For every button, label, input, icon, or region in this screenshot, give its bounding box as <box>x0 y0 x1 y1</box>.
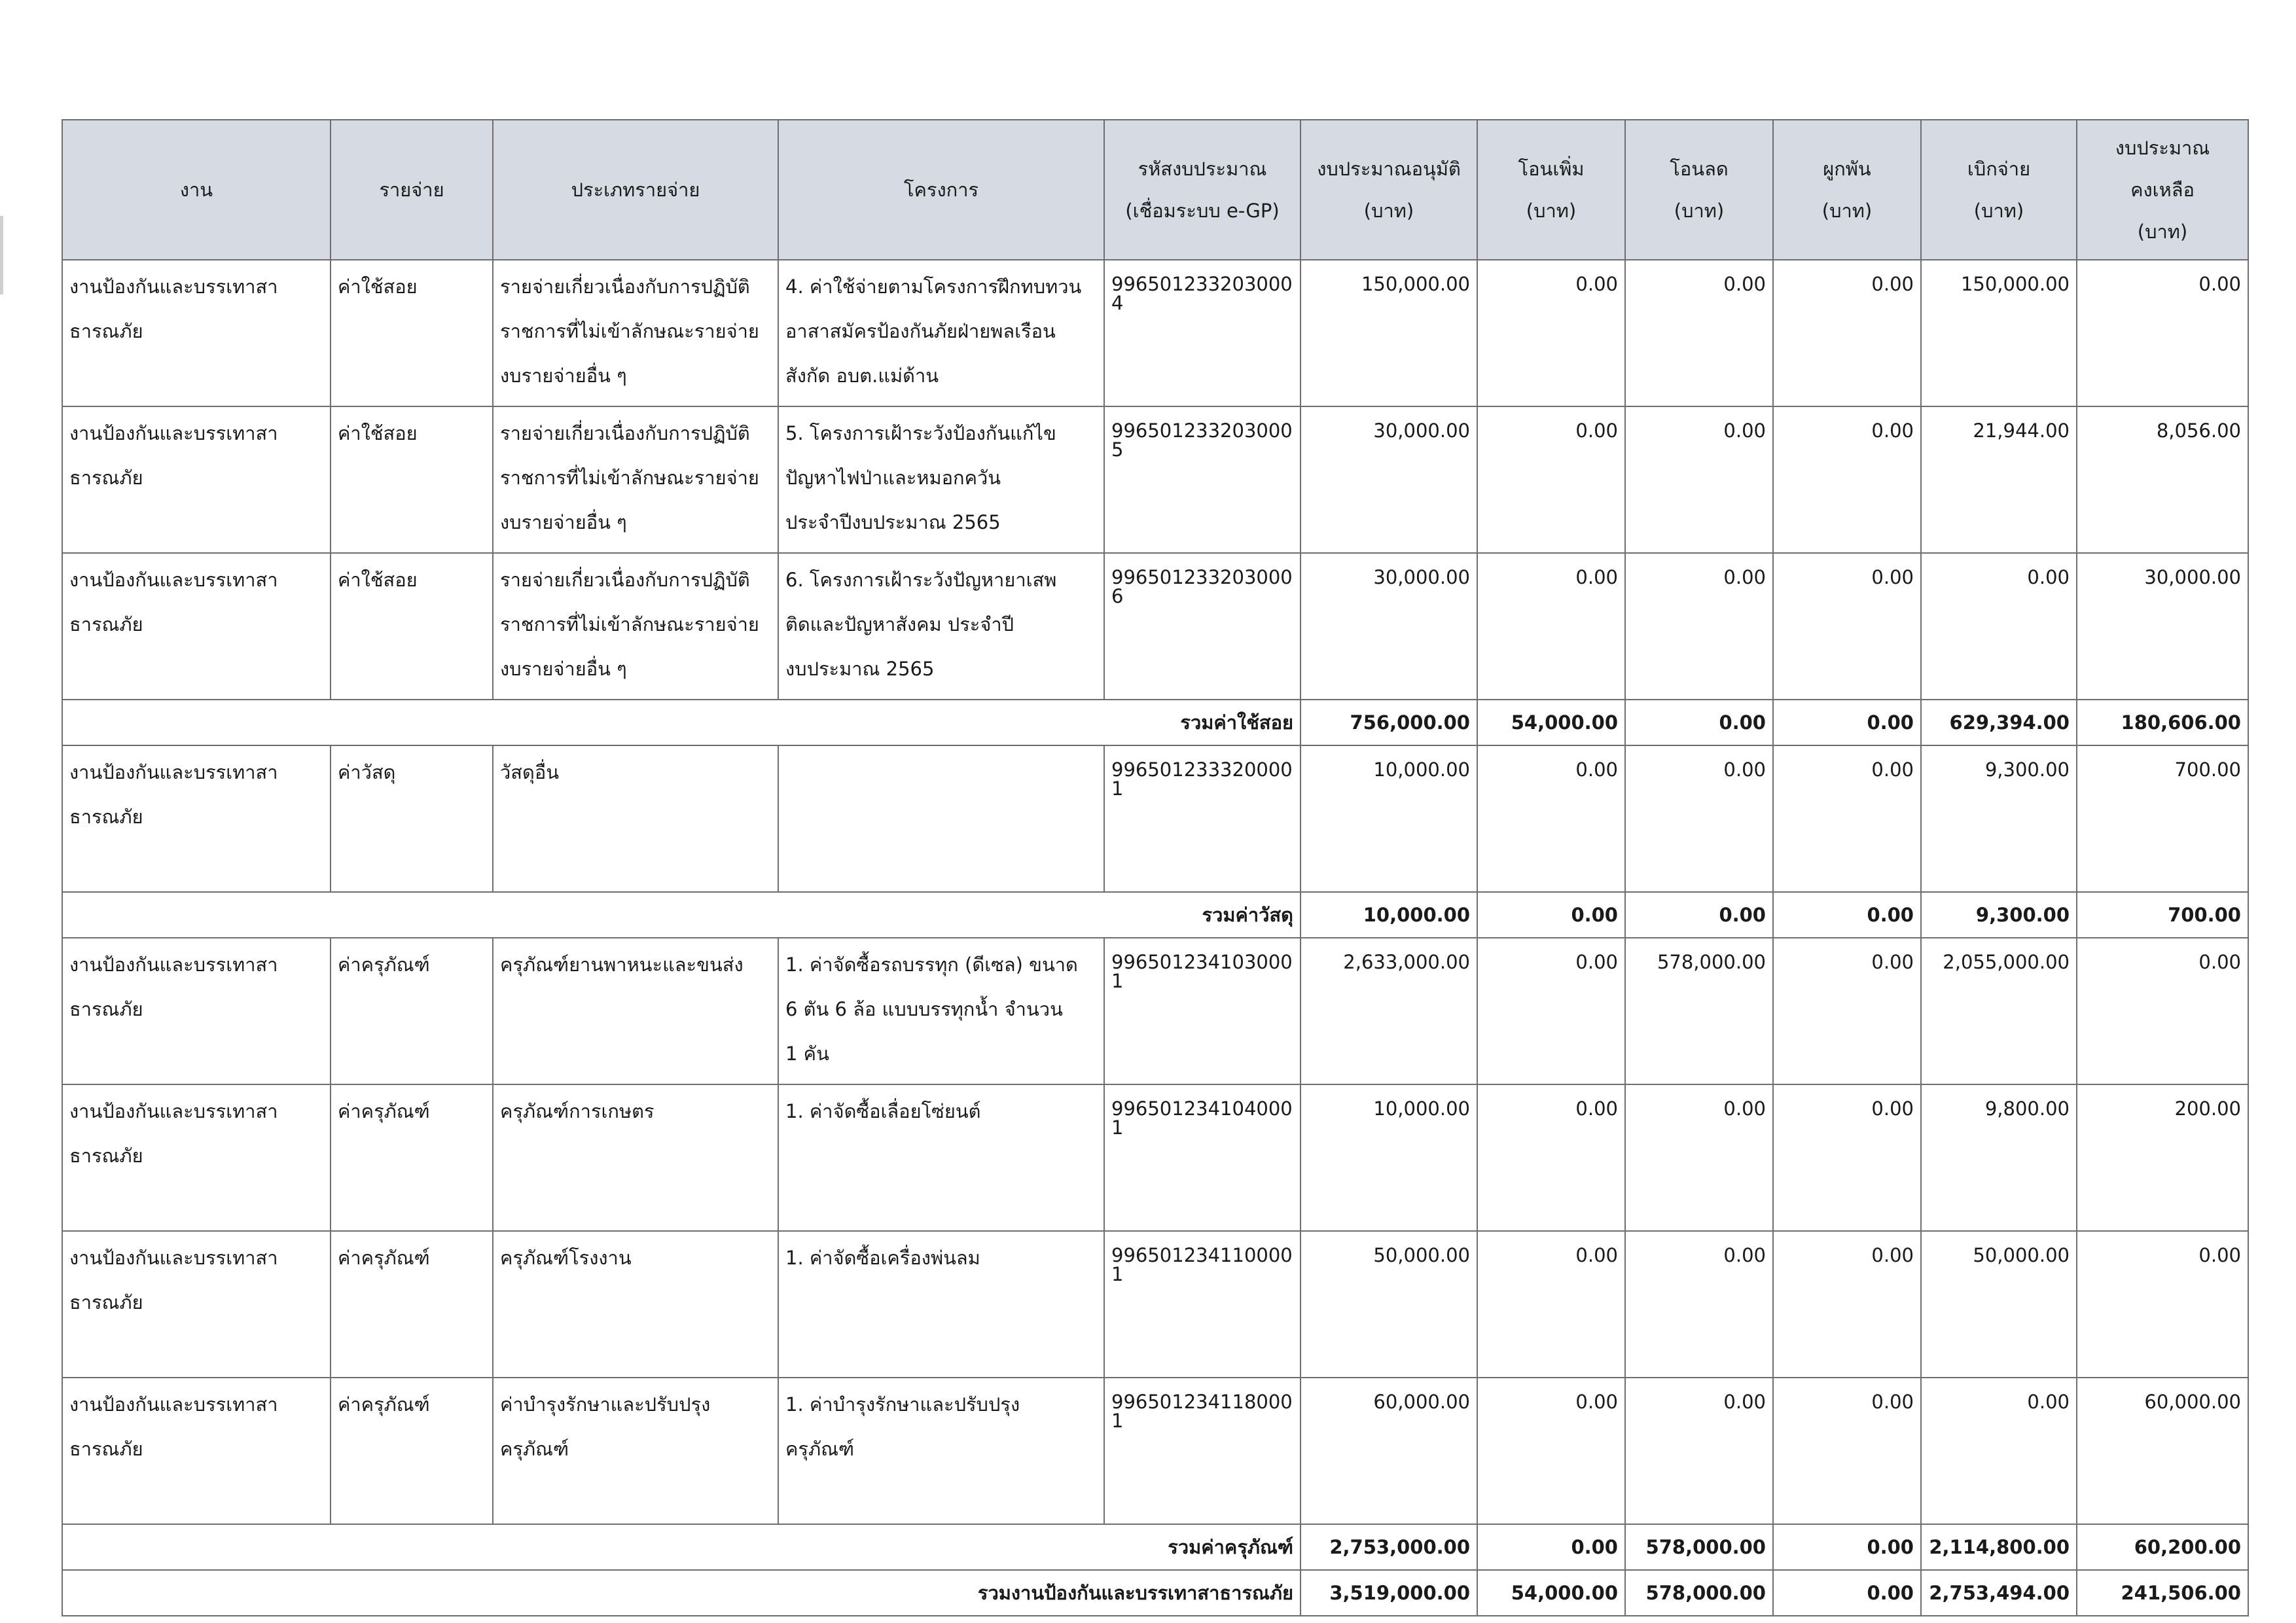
work-cell <box>62 406 331 553</box>
column-header <box>1921 120 2077 260</box>
text-line: ครุภัณฑ์ยานพาหนะและขนส่ง <box>500 954 744 976</box>
text-line: ธารณภัย <box>69 1438 143 1460</box>
disbursed-amount: 0.00 <box>1921 553 2077 700</box>
project-cell <box>778 938 1104 1084</box>
project-cell <box>778 745 1104 892</box>
text-line: โครงการ <box>903 179 979 201</box>
text-line: ธารณภัย <box>69 467 143 489</box>
expense-cell <box>331 1084 493 1231</box>
disbursed-amount: 9,800.00 <box>1921 1084 2077 1231</box>
transfer-out-amount: 0.00 <box>1625 1084 1773 1231</box>
table-row <box>62 745 2248 892</box>
remaining-amount: 0.00 <box>2077 260 2248 406</box>
remaining-amount: 60,000.00 <box>2077 1378 2248 1524</box>
grand-total-row <box>62 1570 2248 1616</box>
text-line: ราชการที่ไม่เข้าลักษณะรายจ่าย <box>500 320 759 342</box>
text-line: (บาท) <box>1363 200 1414 222</box>
project-cell <box>778 1231 1104 1378</box>
text-line: โอนลด <box>1670 158 1729 180</box>
text-line: งานป้องกันและบรรเทาสา <box>69 422 278 444</box>
column-header <box>1773 120 1921 260</box>
work-cell <box>62 553 331 700</box>
text-line: ค่าใช้สอย <box>338 276 418 298</box>
approved-amount: 3,519,000.00 <box>1300 1570 1477 1616</box>
work-cell <box>62 1231 331 1378</box>
subtotal-row <box>62 700 2248 745</box>
text-line: ธารณภัย <box>69 806 143 828</box>
text-line: ค่าครุภัณฑ์ <box>338 1393 430 1416</box>
text-line: (บาท) <box>1674 200 1725 222</box>
text-line: งานป้องกันและบรรเทาสา <box>69 1100 278 1122</box>
committed-amount: 0.00 <box>1773 1524 1921 1570</box>
disbursed-amount: 2,753,494.00 <box>1921 1570 2077 1616</box>
table-row <box>62 260 2248 406</box>
text-line: ธารณภัย <box>69 998 143 1020</box>
committed-amount: 0.00 <box>1773 892 1921 938</box>
expense-type-cell <box>493 1231 778 1378</box>
column-header <box>1104 120 1300 260</box>
text-line: ธารณภัย <box>69 613 143 635</box>
table-row <box>62 1231 2248 1378</box>
transfer-in-amount: 0.00 <box>1477 1524 1625 1570</box>
expense-cell <box>331 1231 493 1378</box>
text-line: ผูกพัน <box>1823 158 1871 180</box>
committed-amount: 0.00 <box>1773 406 1921 553</box>
text-line: เบิกจ่าย <box>1967 158 2031 180</box>
text-line: วัสดุอื่น <box>500 761 560 783</box>
column-header <box>1625 120 1773 260</box>
budget-code-cell: 9965012341180001 <box>1104 1378 1300 1524</box>
text-line: ธารณภัย <box>69 1291 143 1313</box>
expense-type-cell <box>493 1084 778 1231</box>
project-cell <box>778 260 1104 406</box>
disbursed-amount: 9,300.00 <box>1921 745 2077 892</box>
subtotal-label: รวมค่าใช้สอย <box>62 700 1300 745</box>
committed-amount: 0.00 <box>1773 553 1921 700</box>
text-line: อาสาสมัครป้องกันภัยฝ่ายพลเรือน <box>785 320 1056 342</box>
remaining-amount: 8,056.00 <box>2077 406 2248 553</box>
transfer-in-amount: 0.00 <box>1477 553 1625 700</box>
text-line: งบรายจ่ายอื่น ๆ <box>500 365 627 387</box>
expense-cell <box>331 260 493 406</box>
text-line: 1. ค่าบำรุงรักษาและปรับปรุง <box>785 1393 1020 1416</box>
column-header <box>331 120 493 260</box>
transfer-in-amount: 0.00 <box>1477 892 1625 938</box>
text-line: ธารณภัย <box>69 1145 143 1167</box>
text-line: รหัสงบประมาณ <box>1138 158 1267 180</box>
subtotal-label: รวมค่าวัสดุ <box>62 892 1300 938</box>
column-header <box>2077 120 2248 260</box>
column-header <box>493 120 778 260</box>
table-row <box>62 553 2248 700</box>
disbursed-amount: 2,114,800.00 <box>1921 1524 2077 1570</box>
text-line: งานป้องกันและบรรเทาสา <box>69 1247 278 1269</box>
committed-amount: 0.00 <box>1773 1378 1921 1524</box>
budget-code-cell: 9965012332030006 <box>1104 553 1300 700</box>
expense-type-cell <box>493 260 778 406</box>
text-line: ราชการที่ไม่เข้าลักษณะรายจ่าย <box>500 467 759 489</box>
scan-edge-mark <box>0 216 3 294</box>
column-header <box>778 120 1104 260</box>
budget-code-cell: 9965012341040001 <box>1104 1084 1300 1231</box>
approved-amount: 30,000.00 <box>1300 553 1477 700</box>
column-header <box>62 120 331 260</box>
table-row <box>62 938 2248 1084</box>
table-row <box>62 1084 2248 1231</box>
remaining-amount: 200.00 <box>2077 1084 2248 1231</box>
text-line: (บาท) <box>1821 200 1873 222</box>
column-header <box>1300 120 1477 260</box>
transfer-in-amount: 0.00 <box>1477 260 1625 406</box>
text-line: 6. โครงการเฝ้าระวังปัญหายาเสพ <box>785 569 1057 591</box>
remaining-amount: 241,506.00 <box>2077 1570 2248 1616</box>
expense-type-cell <box>493 553 778 700</box>
text-line: ครุภัณฑ์ <box>500 1438 569 1460</box>
disbursed-amount: 50,000.00 <box>1921 1231 2077 1378</box>
grand-total-label: รวมงานป้องกันและบรรเทาสาธารณภัย <box>62 1570 1300 1616</box>
approved-amount: 10,000.00 <box>1300 745 1477 892</box>
transfer-out-amount: 0.00 <box>1625 1231 1773 1378</box>
budget-sheet <box>62 119 2248 1604</box>
text-line: (บาท) <box>1973 200 2024 222</box>
text-line: 1 คัน <box>785 1043 829 1065</box>
text-line: ค่าบำรุงรักษาและปรับปรุง <box>500 1393 711 1416</box>
committed-amount: 0.00 <box>1773 1084 1921 1231</box>
approved-amount: 30,000.00 <box>1300 406 1477 553</box>
committed-amount: 0.00 <box>1773 700 1921 745</box>
approved-amount: 2,753,000.00 <box>1300 1524 1477 1570</box>
disbursed-amount: 150,000.00 <box>1921 260 2077 406</box>
remaining-amount: 60,200.00 <box>2077 1524 2248 1570</box>
text-line: 1. ค่าจัดซื้อเครื่องพ่นลม <box>785 1247 980 1269</box>
text-line: ครุภัณฑ์ <box>785 1438 855 1460</box>
disbursed-amount: 629,394.00 <box>1921 700 2077 745</box>
expense-type-cell <box>493 938 778 1084</box>
approved-amount: 150,000.00 <box>1300 260 1477 406</box>
table-row <box>62 406 2248 553</box>
work-cell <box>62 745 331 892</box>
expense-type-cell <box>493 745 778 892</box>
text-line: ติดและปัญหาสังคม ประจำปี <box>785 613 1014 635</box>
work-cell <box>62 1378 331 1524</box>
committed-amount: 0.00 <box>1773 745 1921 892</box>
remaining-amount: 700.00 <box>2077 892 2248 938</box>
project-cell <box>778 1378 1104 1524</box>
text-line: รายจ่าย <box>379 179 444 201</box>
project-cell <box>778 1084 1104 1231</box>
transfer-out-amount: 0.00 <box>1625 745 1773 892</box>
text-line: ค่าครุภัณฑ์ <box>338 1247 430 1269</box>
approved-amount: 60,000.00 <box>1300 1378 1477 1524</box>
text-line: งบประมาณอนุมัติ <box>1317 158 1461 180</box>
transfer-in-amount: 0.00 <box>1477 745 1625 892</box>
disbursed-amount: 9,300.00 <box>1921 892 2077 938</box>
table-row <box>62 1378 2248 1524</box>
text-line: งานป้องกันและบรรเทาสา <box>69 569 278 591</box>
text-line: ปัญหาไฟป่าและหมอกควัน <box>785 467 1001 489</box>
expense-cell <box>331 938 493 1084</box>
remaining-amount: 30,000.00 <box>2077 553 2248 700</box>
project-cell <box>778 406 1104 553</box>
project-cell <box>778 553 1104 700</box>
committed-amount: 0.00 <box>1773 1570 1921 1616</box>
expense-cell <box>331 406 493 553</box>
approved-amount: 756,000.00 <box>1300 700 1477 745</box>
text-line: งบรายจ่ายอื่น ๆ <box>500 511 627 533</box>
transfer-out-amount: 0.00 <box>1625 1378 1773 1524</box>
text-line: งานป้องกันและบรรเทาสา <box>69 276 278 298</box>
text-line: งาน <box>179 179 213 201</box>
text-line: 4. ค่าใช้จ่ายตามโครงการฝึกทบทวน <box>785 276 1082 298</box>
transfer-out-amount: 578,000.00 <box>1625 1524 1773 1570</box>
text-line: คงเหลือ <box>2130 179 2195 201</box>
transfer-out-amount: 0.00 <box>1625 406 1773 553</box>
text-line: รายจ่ายเกี่ยวเนื่องกับการปฏิบัติ <box>500 276 750 298</box>
committed-amount: 0.00 <box>1773 260 1921 406</box>
work-cell <box>62 1084 331 1231</box>
committed-amount: 0.00 <box>1773 1231 1921 1378</box>
text-line: 5. โครงการเฝ้าระวังป้องกันแก้ไข <box>785 422 1056 444</box>
text-line: ค่าครุภัณฑ์ <box>338 1100 430 1122</box>
text-line: 1. ค่าจัดซื้อรถบรรทุก (ดีเซล) ขนาด <box>785 954 1078 976</box>
expense-cell <box>331 1378 493 1524</box>
remaining-amount: 0.00 <box>2077 938 2248 1084</box>
text-line: งานป้องกันและบรรเทาสา <box>69 954 278 976</box>
approved-amount: 2,633,000.00 <box>1300 938 1477 1084</box>
transfer-in-amount: 0.00 <box>1477 1084 1625 1231</box>
subtotal-row <box>62 1524 2248 1570</box>
text-line: งบรายจ่ายอื่น ๆ <box>500 658 627 680</box>
text-line: ค่าใช้สอย <box>338 422 418 444</box>
text-line: งบประมาณ <box>2115 137 2210 159</box>
text-line: (บาท) <box>1526 200 1577 222</box>
expense-cell <box>331 553 493 700</box>
text-line: รายจ่ายเกี่ยวเนื่องกับการปฏิบัติ <box>500 422 750 444</box>
transfer-in-amount: 0.00 <box>1477 1378 1625 1524</box>
text-line: 1. ค่าจัดซื้อเลื่อยโซ่ยนต์ <box>785 1100 981 1122</box>
approved-amount: 10,000.00 <box>1300 1084 1477 1231</box>
text-line: ครุภัณฑ์การเกษตร <box>500 1100 655 1122</box>
approved-amount: 50,000.00 <box>1300 1231 1477 1378</box>
text-line: 6 ตัน 6 ล้อ แบบบรรทุกน้ำ จำนวน <box>785 998 1063 1020</box>
text-line: สังกัด อบต.แม่ด้าน <box>785 365 939 387</box>
text-line: (เชื่อมระบบ e-GP) <box>1125 200 1280 222</box>
disbursed-amount: 21,944.00 <box>1921 406 2077 553</box>
budget-table <box>62 119 2249 1616</box>
text-line: ค่าใช้สอย <box>338 569 418 591</box>
subtotal-label: รวมค่าครุภัณฑ์ <box>62 1524 1300 1570</box>
text-line: งานป้องกันและบรรเทาสา <box>69 761 278 783</box>
subtotal-row <box>62 892 2248 938</box>
text-line: ครุภัณฑ์โรงงาน <box>500 1247 632 1269</box>
transfer-out-amount: 578,000.00 <box>1625 938 1773 1084</box>
transfer-in-amount: 54,000.00 <box>1477 700 1625 745</box>
transfer-out-amount: 0.00 <box>1625 892 1773 938</box>
expense-type-cell <box>493 1378 778 1524</box>
transfer-in-amount: 0.00 <box>1477 1231 1625 1378</box>
table-header-row <box>62 120 2248 260</box>
disbursed-amount: 0.00 <box>1921 1378 2077 1524</box>
disbursed-amount: 2,055,000.00 <box>1921 938 2077 1084</box>
budget-code-cell: 9965012341030001 <box>1104 938 1300 1084</box>
remaining-amount: 0.00 <box>2077 1231 2248 1378</box>
approved-amount: 10,000.00 <box>1300 892 1477 938</box>
transfer-in-amount: 54,000.00 <box>1477 1570 1625 1616</box>
expense-cell <box>331 745 493 892</box>
column-header <box>1477 120 1625 260</box>
transfer-out-amount: 578,000.00 <box>1625 1570 1773 1616</box>
remaining-amount: 700.00 <box>2077 745 2248 892</box>
work-cell <box>62 260 331 406</box>
text-line: รายจ่ายเกี่ยวเนื่องกับการปฏิบัติ <box>500 569 750 591</box>
text-line: ประจำปีงบประมาณ 2565 <box>785 511 1001 533</box>
transfer-in-amount: 0.00 <box>1477 406 1625 553</box>
text-line: โอนเพิ่ม <box>1518 158 1585 180</box>
text-line: ราชการที่ไม่เข้าลักษณะรายจ่าย <box>500 613 759 635</box>
text-line: ธารณภัย <box>69 320 143 342</box>
text-line: งานป้องกันและบรรเทาสา <box>69 1393 278 1416</box>
budget-code-cell: 9965012333200001 <box>1104 745 1300 892</box>
transfer-in-amount: 0.00 <box>1477 938 1625 1084</box>
remaining-amount: 180,606.00 <box>2077 700 2248 745</box>
text-line: (บาท) <box>2137 221 2188 243</box>
budget-code-cell: 9965012341100001 <box>1104 1231 1300 1378</box>
text-line: ค่าครุภัณฑ์ <box>338 954 430 976</box>
text-line: งบประมาณ 2565 <box>785 658 935 680</box>
table-body <box>62 260 2248 1616</box>
work-cell <box>62 938 331 1084</box>
transfer-out-amount: 0.00 <box>1625 260 1773 406</box>
text-line: ประเภทรายจ่าย <box>571 179 700 201</box>
text-line: ค่าวัสดุ <box>338 761 396 783</box>
budget-code-cell: 9965012332030005 <box>1104 406 1300 553</box>
budget-code-cell: 9965012332030004 <box>1104 260 1300 406</box>
expense-type-cell <box>493 406 778 553</box>
committed-amount: 0.00 <box>1773 938 1921 1084</box>
transfer-out-amount: 0.00 <box>1625 553 1773 700</box>
transfer-out-amount: 0.00 <box>1625 700 1773 745</box>
